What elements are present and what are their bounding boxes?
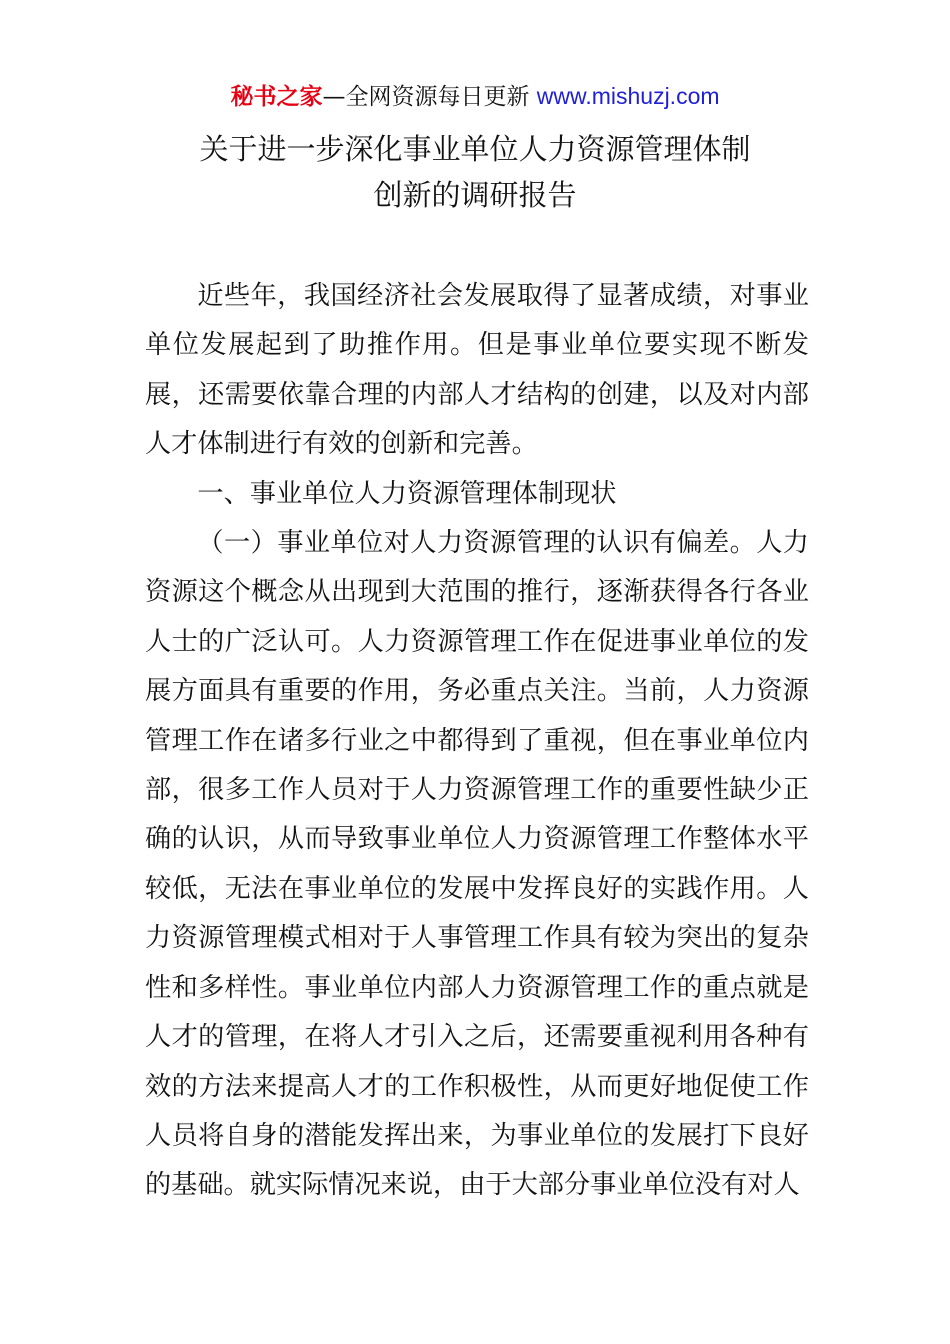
section-heading: 一、事业单位人力资源管理体制现状	[197, 478, 617, 509]
site-tagline: —全网资源每日更新	[322, 84, 537, 110]
document-body	[145, 272, 809, 1211]
site-brand: 秘书之家	[230, 84, 323, 110]
document-title-line-1: 关于进一步深化事业单位人力资源管理体制	[199, 132, 751, 166]
document-title-line-2: 创新的调研报告	[373, 178, 577, 212]
intro-paragraph: 近些年，我国经济社会发展取得了显著成绩，对事业单位发展起到了助推作用。但是事业单位要实现不断发展，还需要依靠合理的内部人才结构的创建，以及对内部人才体制进行有效的创新和完善。	[145, 281, 809, 460]
site-header	[0, 80, 950, 113]
body-paragraph: （一）事业单位对人力资源管理的认识有偏差。人力资源这个概念从出现到大范围的推行，逐渐获得各行各业人士的广泛认可。人力资源管理工作在促进事业单位的发展方面具有重要的作用，务必重点关注。当前，人力资源管理工作在诸多行业之中都得到了重视，但在事业单位内部，很多工作人员对于人力资源管理工作的重要性缺少正确的认识，从而导致事业单位人力资源管理工作整体水平较低，无法在事业单位的发展中发挥良好的实践作用。人力资源管理模式相对于人事管理工作具有较为突出的复杂性和多样性。事业单位内部人力资源管理工作的重点就是人才的管理，在将人才引入之后，还需要重视利用各种有效的方法来提高人才的工作积极性，从而更好地促使工作人员将自身的潜能发挥出来，为事业单位的发展打下良好的基础。就实际情况来说，由于大部分事业单位没有对人	[145, 528, 809, 1201]
document-title	[0, 126, 950, 218]
site-url-link[interactable]: www.mishuzj.com	[536, 83, 720, 109]
